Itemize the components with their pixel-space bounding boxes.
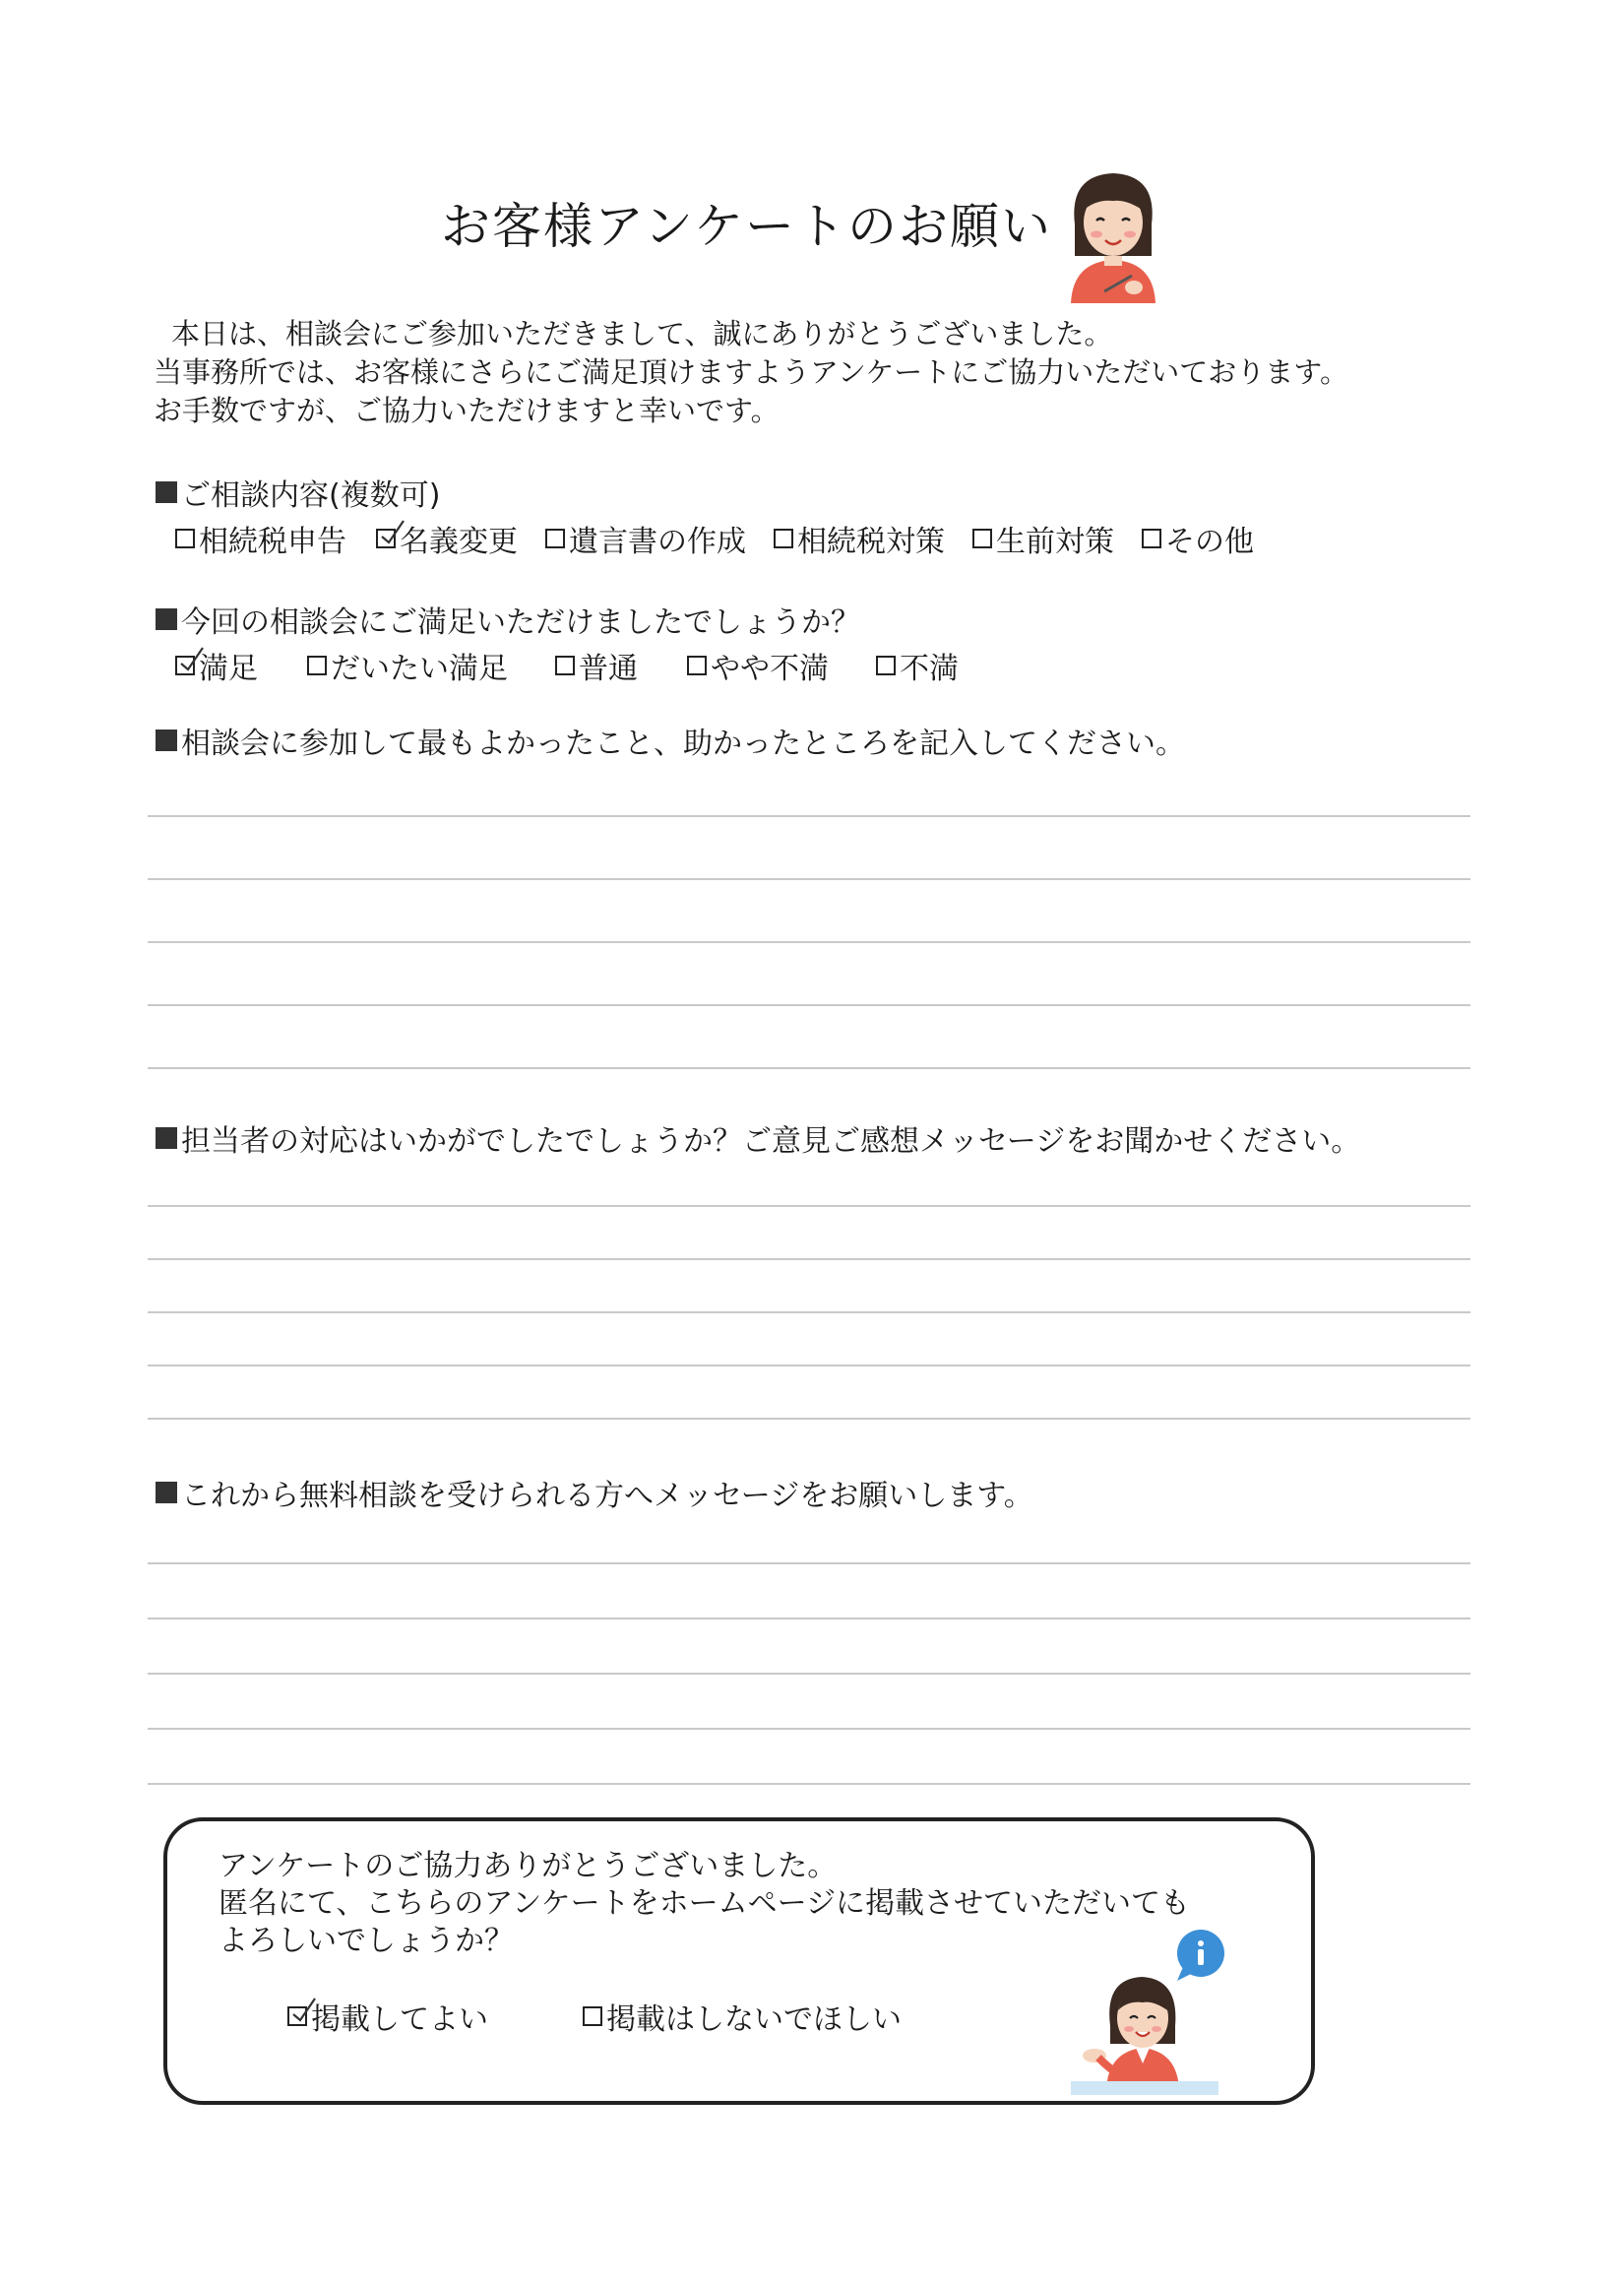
option-label: 名義変更 bbox=[400, 525, 518, 559]
option-will-creation[interactable] bbox=[545, 517, 746, 560]
option-label: 普通 bbox=[579, 652, 638, 686]
option-label: 相続税対策 bbox=[797, 525, 945, 559]
consultation-options bbox=[175, 517, 1254, 560]
publish-options bbox=[287, 1995, 902, 2038]
answer-line[interactable] bbox=[148, 1258, 1470, 1260]
answer-line[interactable] bbox=[148, 1365, 1470, 1366]
checkbox-checked[interactable] bbox=[376, 529, 396, 548]
checkbox[interactable] bbox=[583, 2006, 602, 2026]
question-label: これから無料相談を受けられる方へメッセージをお願いします。 bbox=[181, 1479, 1033, 1513]
answer-line[interactable] bbox=[148, 1728, 1470, 1730]
square-bullet-icon bbox=[156, 608, 177, 630]
checkbox[interactable] bbox=[972, 529, 992, 548]
question-label: 相談会に参加して最もよかったこと、助かったところを記入してください。 bbox=[181, 727, 1185, 761]
answer-line[interactable] bbox=[148, 1562, 1470, 1564]
option-label: 遺言書の作成 bbox=[569, 525, 746, 559]
checkbox[interactable] bbox=[876, 656, 896, 675]
question-best-part bbox=[156, 719, 1185, 762]
question-staff-response bbox=[156, 1116, 1360, 1160]
answer-line[interactable] bbox=[148, 815, 1470, 817]
question-satisfaction bbox=[156, 598, 860, 641]
option-inheritance-tax-measures[interactable] bbox=[774, 517, 945, 560]
answer-line[interactable] bbox=[148, 1783, 1470, 1785]
option-lifetime-measures[interactable] bbox=[972, 517, 1114, 560]
option-satisfied[interactable] bbox=[175, 644, 258, 687]
checkbox-checked[interactable] bbox=[287, 2006, 307, 2026]
square-bullet-icon bbox=[156, 481, 177, 503]
satisfaction-options bbox=[175, 644, 959, 687]
square-bullet-icon bbox=[156, 1482, 177, 1503]
option-label: だいたい満足 bbox=[331, 652, 508, 686]
checkbox[interactable] bbox=[175, 529, 195, 548]
checkbox[interactable] bbox=[774, 529, 793, 548]
square-bullet-icon bbox=[156, 1127, 177, 1149]
option-label: 生前対策 bbox=[996, 525, 1114, 559]
answer-line[interactable] bbox=[148, 1004, 1470, 1006]
option-label: その他 bbox=[1165, 525, 1254, 559]
answer-line[interactable] bbox=[148, 1618, 1470, 1619]
closing-line: アンケートのご協力ありがとうございました。 bbox=[219, 1849, 838, 1883]
answer-line[interactable] bbox=[148, 1067, 1470, 1069]
option-label: 掲載はしないでほしい bbox=[606, 2002, 902, 2037]
checkbox[interactable] bbox=[545, 529, 565, 548]
receptionist-illustration-icon bbox=[1063, 1928, 1232, 2097]
question-message-to-others bbox=[156, 1471, 1033, 1514]
check-mark-icon bbox=[380, 519, 406, 544]
question-consultation-content bbox=[156, 471, 440, 514]
checkbox[interactable] bbox=[687, 656, 707, 675]
answer-line[interactable] bbox=[148, 1311, 1470, 1313]
closing-text bbox=[219, 1848, 1190, 1960]
checkbox[interactable] bbox=[555, 656, 575, 675]
option-other[interactable] bbox=[1142, 517, 1254, 560]
option-label: 掲載してよい bbox=[311, 2002, 488, 2037]
check-mark-icon bbox=[291, 1997, 317, 2022]
option-ok-to-publish[interactable] bbox=[287, 1995, 488, 2038]
option-neutral[interactable] bbox=[555, 644, 638, 687]
checkbox-checked[interactable] bbox=[175, 656, 195, 675]
answer-line[interactable] bbox=[148, 878, 1470, 880]
option-label: 満足 bbox=[199, 652, 258, 686]
answer-line[interactable] bbox=[148, 1205, 1470, 1207]
option-do-not-publish[interactable] bbox=[583, 1995, 902, 2038]
option-dissatisfied[interactable] bbox=[876, 644, 959, 687]
option-name-change[interactable] bbox=[376, 517, 518, 560]
option-label: やや不満 bbox=[711, 652, 829, 686]
page-title: お客様アンケートのお願い bbox=[441, 198, 1052, 255]
closing-line: 匿名にて、こちらのアンケートをホームページに掲載させていただいても bbox=[219, 1886, 1190, 1921]
question-label: ご相談内容(複数可) bbox=[181, 478, 441, 513]
option-inheritance-tax-return[interactable] bbox=[175, 517, 346, 560]
answer-line[interactable] bbox=[148, 1673, 1470, 1675]
option-label: 不満 bbox=[900, 652, 959, 686]
intro-line: 本日は、相談会にご参加いただきまして、誠にありがとうございました。 bbox=[171, 317, 1113, 350]
option-label: 相続税申告 bbox=[199, 525, 346, 559]
question-label: 今回の相談会にご満足いただけましたでしょうか？ bbox=[181, 605, 860, 640]
intro-text bbox=[154, 315, 1348, 430]
answer-line[interactable] bbox=[148, 1418, 1470, 1420]
closing-line: よろしいでしょうか？ bbox=[219, 1924, 514, 1958]
checkbox[interactable] bbox=[1142, 529, 1161, 548]
intro-line: 当事務所では、お客様にさらにご満足頂けますようアンケートにご協力いただいております。 bbox=[154, 355, 1348, 389]
question-label: 担当者の対応はいかがでしたでしょうか？ご意見ご感想メッセージをお聞かせください。 bbox=[181, 1124, 1361, 1159]
square-bullet-icon bbox=[156, 730, 177, 751]
woman-illustration-icon bbox=[1061, 165, 1165, 303]
check-mark-icon bbox=[179, 646, 205, 671]
option-mostly-satisfied[interactable] bbox=[307, 644, 508, 687]
option-somewhat-dissatisfied[interactable] bbox=[687, 644, 829, 687]
intro-line: お手数ですが、ご協力いただけますと幸いです。 bbox=[154, 394, 780, 427]
answer-line[interactable] bbox=[148, 941, 1470, 943]
checkbox[interactable] bbox=[307, 656, 327, 675]
